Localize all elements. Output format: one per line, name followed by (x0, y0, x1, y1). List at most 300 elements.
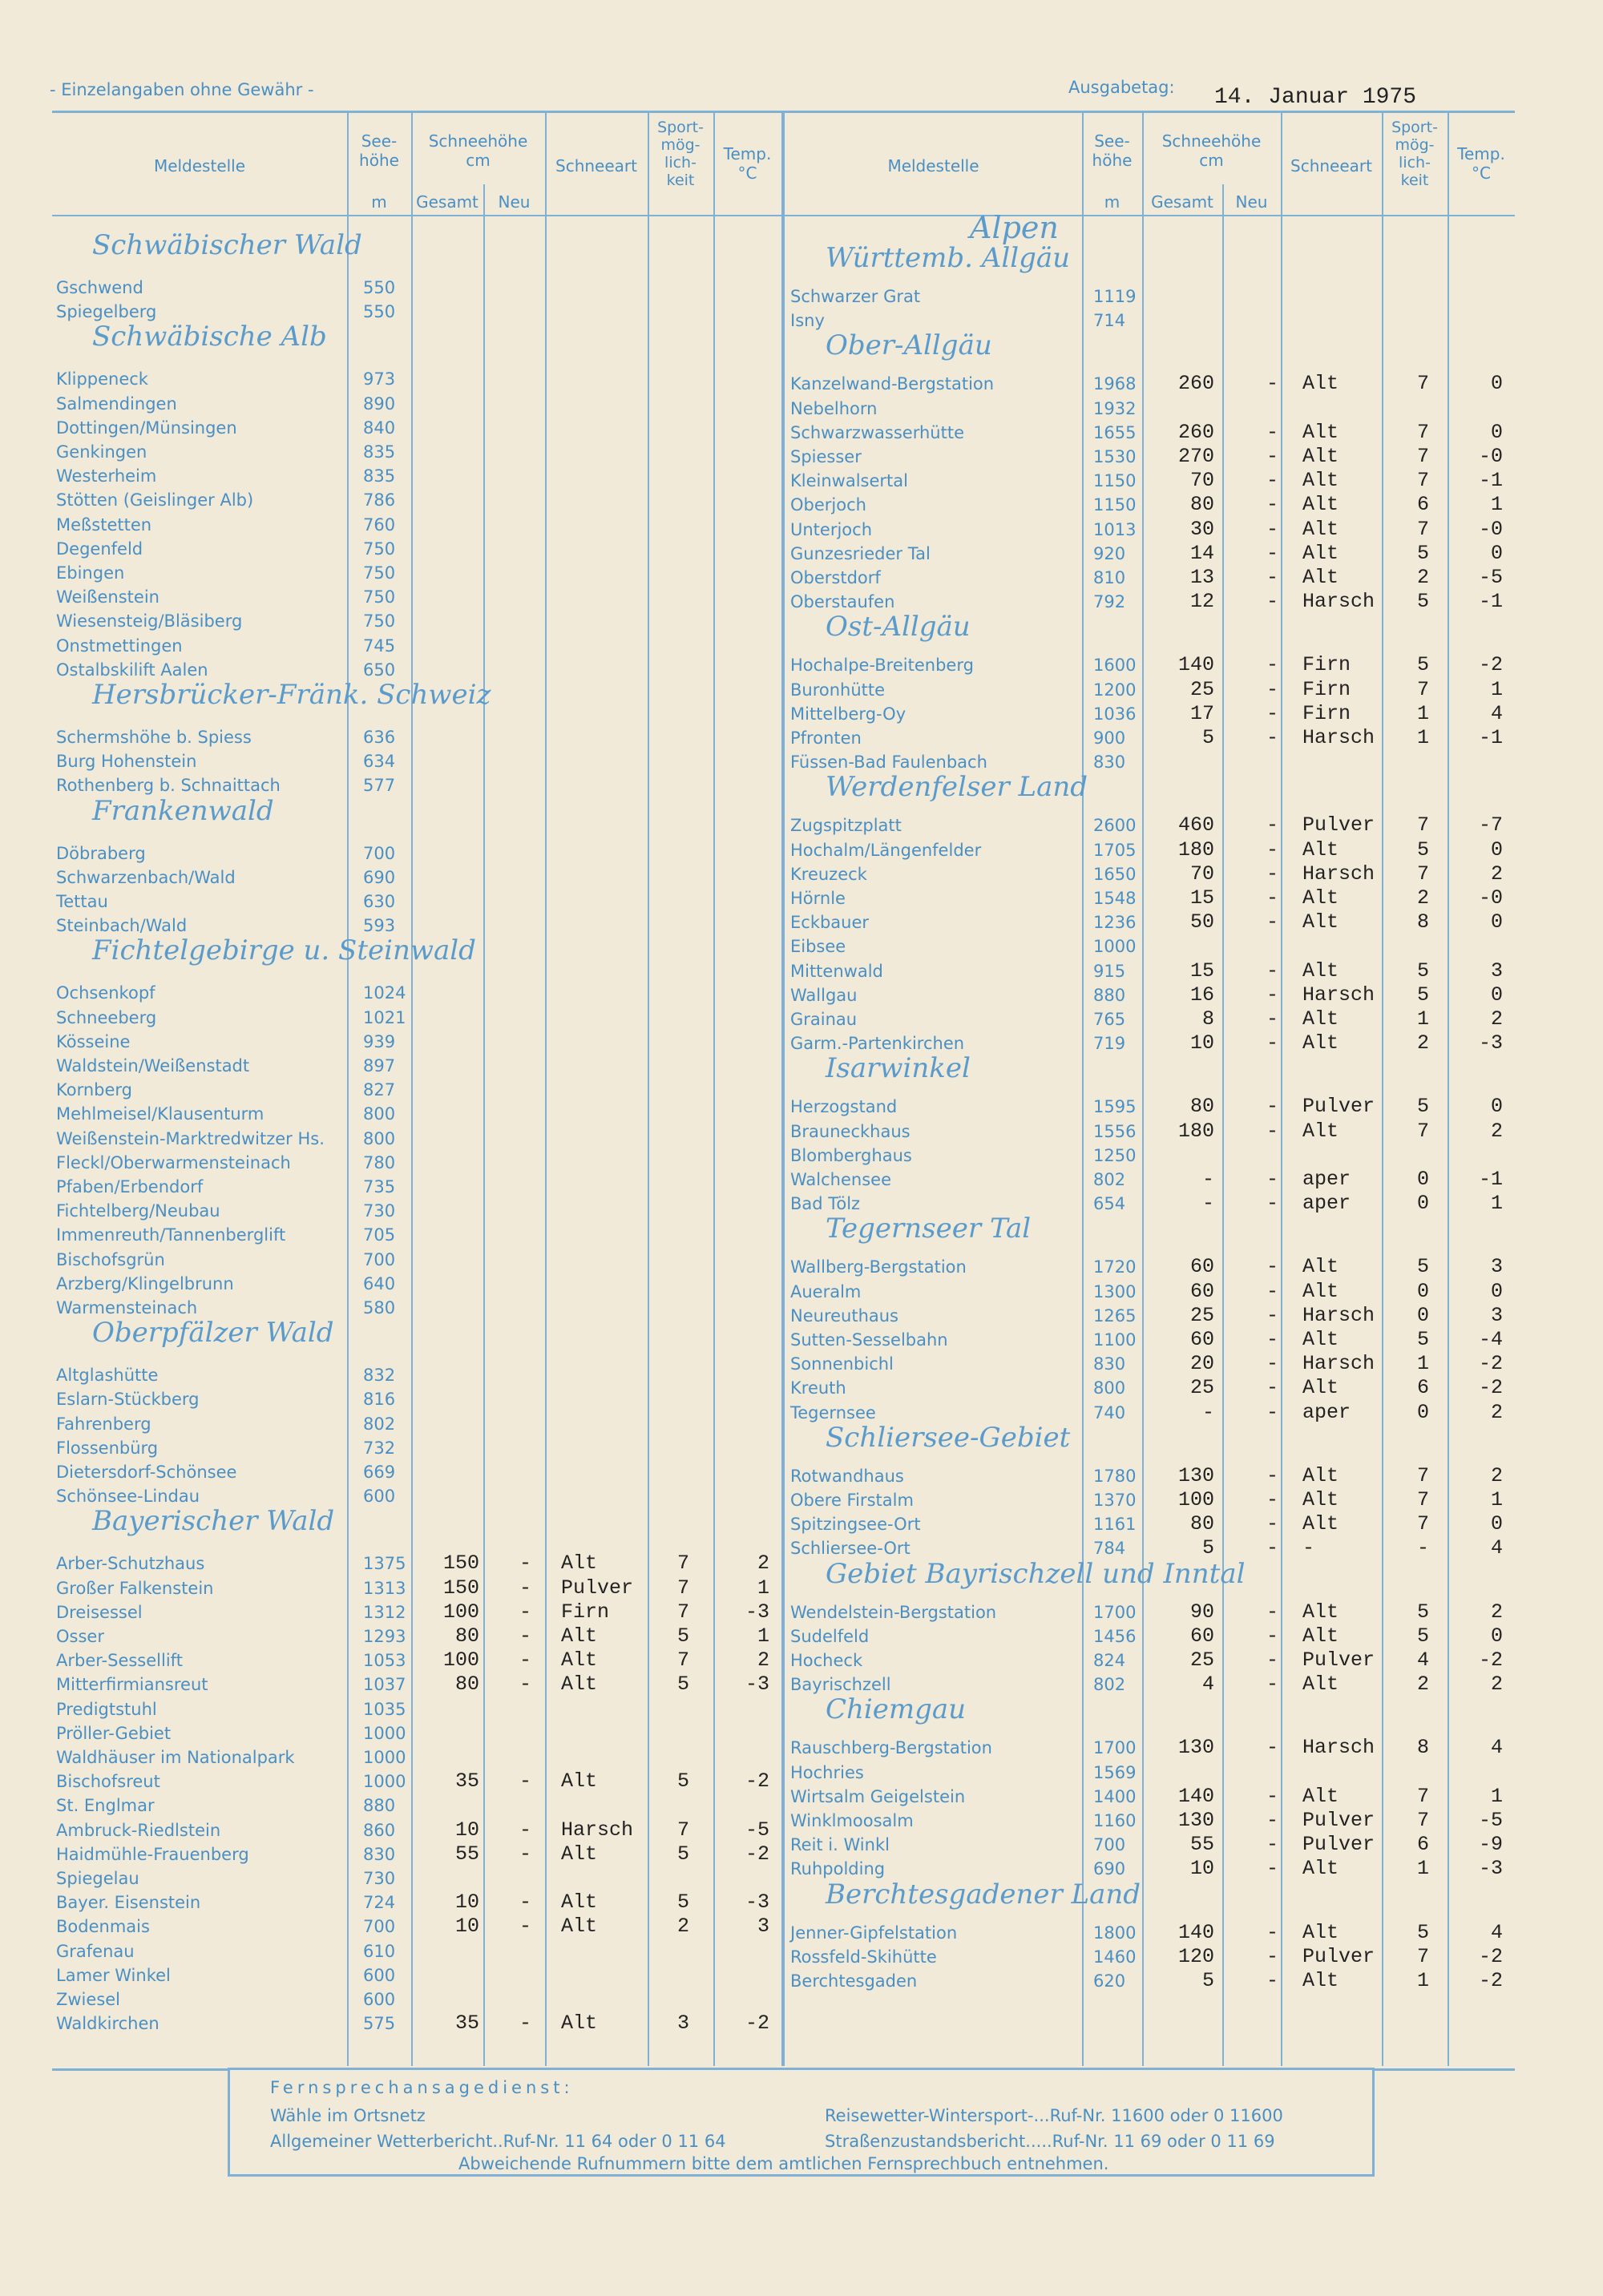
phone-service-weather: Allgemeiner Wetterbericht..Ruf-Nr. 11 64 oder 0 11 64 (270, 2132, 726, 2151)
temperature: 2 (757, 1552, 769, 1576)
snow-type: Alt (1302, 1600, 1339, 1624)
snow-type: Alt (1302, 469, 1339, 493)
snow-type: Alt (1302, 886, 1339, 910)
phone-service-box (228, 2068, 1375, 2177)
sport-rating: 3 (677, 2012, 690, 2036)
header-temp: Temp. °C (723, 144, 772, 183)
sport-rating: 5 (1417, 1624, 1430, 1648)
station-name: Gunzesrieder Tal (790, 543, 931, 563)
station-name: Ambruck-Riedlstein (56, 1820, 221, 1840)
station-name: Predigtstuhl (56, 1699, 157, 1719)
station-altitude: 577 (363, 776, 396, 796)
disclaimer: - Einzelangaben ohne Gewähr - (50, 80, 314, 99)
sport-rating: 1 (1417, 701, 1430, 725)
region-heading: Württemb. Allgäu (826, 242, 1071, 274)
snow-type: Alt (1302, 1463, 1339, 1487)
station-name: Mittenwald (790, 961, 883, 981)
header-station: Meldestelle (153, 156, 246, 176)
snow-type: Alt (1302, 1624, 1339, 1648)
station-altitude: 1705 (1093, 840, 1137, 860)
station-altitude: 1400 (1093, 1786, 1137, 1806)
station-altitude: 1265 (1093, 1305, 1137, 1326)
temperature: 0 (1490, 420, 1503, 444)
station-altitude: 1460 (1093, 1947, 1137, 1967)
station-name: Bischofsgrün (56, 1249, 165, 1269)
temperature: 0 (1490, 1095, 1503, 1119)
station-name: Mitterfirmiansreut (56, 1675, 208, 1695)
station-name: Neureuthaus (790, 1305, 899, 1326)
station-name: Tegernsee (790, 1402, 876, 1422)
station-name: Oberjoch (790, 495, 866, 515)
station-name: Hörnle (790, 889, 846, 908)
station-name: Wirtsalm Geigelstein (790, 1786, 966, 1806)
station-name: Kreuth (790, 1378, 846, 1398)
station-altitude: 760 (363, 514, 396, 535)
snow-new: - (1266, 469, 1279, 493)
station-altitude: 835 (363, 442, 396, 462)
snow-type: Alt (1302, 372, 1339, 396)
station-name: Rotwandhaus (790, 1466, 904, 1486)
header-total: Gesamt (1151, 192, 1213, 212)
snow-total: 25 (1189, 1376, 1214, 1400)
temperature: -1 (1478, 590, 1503, 614)
station-altitude: 1556 (1093, 1121, 1137, 1141)
temperature: 1 (757, 1576, 769, 1600)
station-name: Rossfeld-Skihütte (790, 1947, 937, 1967)
snow-type: Harsch (1302, 590, 1375, 614)
temperature: -2 (1478, 1352, 1503, 1376)
snow-type: Harsch (1302, 1303, 1375, 1327)
snow-type: Alt (561, 1673, 598, 1697)
snow-new: - (519, 1624, 532, 1648)
station-name: Spiesser (790, 447, 862, 466)
snow-new: - (1266, 726, 1279, 749)
temperature: 0 (1490, 1512, 1503, 1536)
station-name: St. Englmar (56, 1796, 155, 1816)
sport-rating: 2 (1417, 1031, 1430, 1055)
snow-total: 180 (1177, 1119, 1214, 1143)
station-altitude: 1968 (1093, 374, 1137, 394)
station-altitude: 610 (363, 1941, 396, 1961)
snow-new: - (1266, 1255, 1279, 1279)
snow-type: Alt (1302, 541, 1339, 565)
station-altitude: 750 (363, 563, 396, 583)
snow-new: - (1266, 1303, 1279, 1327)
col-divider (648, 112, 649, 2066)
sport-rating: 7 (1417, 517, 1430, 541)
snow-new: - (1266, 837, 1279, 862)
sport-rating: 7 (1417, 1488, 1430, 1511)
sport-rating: 5 (677, 1890, 690, 1915)
station-altitude: 827 (363, 1080, 396, 1100)
station-altitude: 1313 (363, 1578, 406, 1598)
snow-new: - (1266, 958, 1279, 983)
station-altitude: 1800 (1093, 1923, 1137, 1943)
station-name: Zugspitzplatt (790, 816, 902, 836)
station-name: Pfronten (790, 728, 862, 748)
station-altitude: 1595 (1093, 1097, 1137, 1117)
snow-new: - (1266, 1007, 1279, 1031)
snow-type: aper (1302, 1192, 1351, 1216)
temperature: 0 (1490, 983, 1503, 1007)
phone-service-note: Abweichende Rufnummern bitte dem amtlichen Fernsprechbuch entnehmen. (458, 2154, 1109, 2173)
station-name: Dreisessel (56, 1602, 143, 1622)
station-altitude: 1780 (1093, 1466, 1137, 1486)
station-name: Berchtesgaden (790, 1971, 918, 1991)
station-altitude: 1650 (1093, 864, 1137, 884)
station-name: Grafenau (56, 1941, 135, 1961)
sport-rating: 7 (1417, 1463, 1430, 1487)
station-altitude: 740 (1093, 1402, 1126, 1422)
snow-type: Firn (1302, 677, 1351, 701)
station-name: Mittelberg-Oy (790, 704, 906, 724)
snow-type: Harsch (1302, 726, 1375, 749)
station-name: Pfaben/Erbendorf (56, 1177, 204, 1196)
phone-service-title: Fernsprechansagedienst: (270, 2078, 574, 2097)
sport-rating: 4 (1417, 1648, 1430, 1672)
station-altitude: 800 (363, 1128, 396, 1148)
sport-rating: 5 (1417, 1255, 1430, 1279)
snow-total: 14 (1189, 541, 1214, 565)
temperature: 0 (1490, 837, 1503, 862)
station-altitude: 880 (1093, 985, 1126, 1005)
snow-total: 25 (1189, 677, 1214, 701)
snow-new: - (1266, 1600, 1279, 1624)
snow-new: - (519, 1673, 532, 1697)
station-altitude: 1200 (1093, 680, 1137, 700)
temperature: -7 (1478, 813, 1503, 837)
station-name: Altglashütte (56, 1366, 159, 1386)
snow-type: Alt (1302, 1279, 1339, 1303)
station-altitude: 802 (1093, 1675, 1126, 1695)
snow-type: Alt (561, 2012, 598, 2036)
sport-rating: 2 (677, 1915, 690, 1939)
header-snow-depth: Schneehöhe cm (1161, 131, 1262, 170)
temperature: 1 (1490, 1784, 1503, 1808)
snow-new: - (1266, 566, 1279, 589)
header-altitude-unit: m (371, 192, 387, 212)
snow-new: - (1266, 420, 1279, 444)
station-altitude: 690 (363, 867, 396, 887)
header-sport: Sport- mög- lich- keit (1391, 119, 1438, 189)
temperature: 2 (1490, 1600, 1503, 1624)
region-heading: Frankenwald (92, 794, 274, 827)
station-altitude: 802 (1093, 1170, 1126, 1189)
snow-type: Firn (561, 1600, 610, 1624)
snow-total: 10 (454, 1915, 479, 1939)
snow-type: Harsch (1302, 1736, 1375, 1760)
temperature: -1 (1478, 1168, 1503, 1191)
station-altitude: 860 (363, 1820, 396, 1840)
temperature: 1 (757, 1624, 769, 1648)
snow-total: 100 (442, 1648, 479, 1673)
station-altitude: 750 (363, 539, 396, 559)
station-altitude: 1000 (363, 1723, 406, 1743)
snow-total: 12 (1189, 590, 1214, 614)
issue-date: 14. Januar 1975 (1214, 85, 1417, 110)
snow-total: 55 (454, 1842, 479, 1866)
snow-total: 16 (1189, 983, 1214, 1007)
station-name: Eckbauer (790, 913, 870, 933)
snow-total: 20 (1189, 1352, 1214, 1376)
station-name: Kreuzeck (790, 864, 867, 884)
station-altitude: 780 (363, 1152, 396, 1172)
station-name: Arber-Sessellift (56, 1651, 183, 1671)
station-name: Steinbach/Wald (56, 916, 188, 936)
station-name: Nebelhorn (790, 398, 878, 418)
sport-rating: 7 (677, 1576, 690, 1600)
station-altitude: 897 (363, 1056, 396, 1075)
station-name: Warmensteinach (56, 1298, 198, 1317)
snow-new: - (1266, 701, 1279, 725)
station-name: Bodenmais (56, 1917, 150, 1937)
snow-total: - (1201, 1168, 1214, 1191)
snow-total: 140 (1177, 1920, 1214, 1944)
station-name: Wallberg-Bergstation (790, 1257, 967, 1277)
station-name: Grainau (790, 1010, 858, 1029)
snow-total: 70 (1189, 469, 1214, 493)
snow-total: 13 (1189, 566, 1214, 589)
station-name: Blomberghaus (790, 1145, 912, 1165)
header-snow-depth: Schneehöhe cm (428, 131, 528, 170)
station-altitude: 1932 (1093, 398, 1137, 418)
station-altitude: 1000 (363, 1772, 406, 1792)
snow-total: 60 (1189, 1279, 1214, 1303)
station-altitude: 550 (363, 302, 396, 322)
station-altitude: 636 (363, 728, 396, 747)
station-altitude: 1119 (1093, 287, 1137, 306)
station-name: Osser (56, 1627, 104, 1646)
snow-type: Alt (1302, 420, 1339, 444)
station-altitude: 816 (363, 1390, 396, 1410)
sport-rating: 5 (1417, 1095, 1430, 1119)
snow-total: 5 (1201, 726, 1214, 749)
snow-total: 70 (1189, 862, 1214, 886)
station-altitude: 600 (363, 1487, 396, 1507)
snow-new: - (1266, 1512, 1279, 1536)
station-name: Dottingen/Münsingen (56, 418, 237, 438)
station-name: Arzberg/Klingelbrunn (56, 1273, 234, 1293)
phone-service-travel: Reisewetter-Wintersport-...Ruf-Nr. 11600 oder 0 11600 (825, 2106, 1283, 2125)
region-heading: Fichtelgebirge u. Steinwald (92, 934, 476, 967)
temperature: 3 (1490, 1255, 1503, 1279)
station-altitude: 600 (363, 1990, 396, 2009)
snow-type: Alt (1302, 517, 1339, 541)
station-name: Burg Hohenstein (56, 752, 197, 772)
station-altitude: 915 (1093, 961, 1126, 981)
snow-new: - (1266, 372, 1279, 396)
station-altitude: 640 (363, 1273, 396, 1293)
region-heading: Werdenfelser Land (826, 771, 1088, 804)
station-altitude: 835 (363, 466, 396, 486)
snow-type: Pulver (1302, 1833, 1375, 1857)
snow-type: Alt (1302, 445, 1339, 468)
temperature: -5 (1478, 1809, 1503, 1832)
station-name: Walchensee (790, 1170, 891, 1189)
snow-total: 10 (1189, 1031, 1214, 1055)
snow-type: Alt (561, 1769, 598, 1794)
region-heading: Schwäbische Alb (92, 321, 327, 353)
snow-type: Alt (561, 1552, 598, 1576)
station-altitude: 973 (363, 369, 396, 389)
temperature: 1 (1490, 1488, 1503, 1511)
station-altitude: 700 (1093, 1835, 1126, 1855)
station-altitude: 1013 (1093, 519, 1137, 539)
temperature: -4 (1478, 1328, 1503, 1351)
station-altitude: 1655 (1093, 422, 1137, 442)
station-name: Schneeberg (56, 1007, 157, 1027)
sport-rating: 6 (1417, 493, 1430, 517)
snow-total: 4 (1201, 1673, 1214, 1697)
temperature: -5 (745, 1818, 769, 1842)
station-altitude: 1037 (363, 1675, 406, 1695)
region-heading: Oberpfälzer Wald (92, 1317, 334, 1350)
snow-type: Alt (1302, 837, 1339, 862)
station-name: Ebingen (56, 563, 125, 583)
snow-type: Harsch (1302, 1352, 1375, 1376)
col-divider (713, 112, 715, 2066)
sport-rating: 5 (1417, 1600, 1430, 1624)
snow-new: - (1266, 541, 1279, 565)
station-altitude: 700 (363, 843, 396, 863)
station-altitude: 705 (363, 1225, 396, 1245)
station-name: Gschwend (56, 278, 143, 297)
station-altitude: 1600 (1093, 656, 1137, 676)
station-name: Immenreuth/Tannenberglift (56, 1225, 286, 1245)
region-heading: Tegernseer Tal (826, 1213, 1032, 1245)
sport-rating: 5 (677, 1842, 690, 1866)
station-name: Mehlmeisel/Klausenturm (56, 1104, 264, 1124)
station-name: Sudelfeld (790, 1626, 870, 1646)
temperature: -0 (1478, 886, 1503, 910)
temperature: -0 (1478, 445, 1503, 468)
snow-new: - (519, 1915, 532, 1939)
temperature: 1 (1490, 493, 1503, 517)
temperature: -2 (745, 1769, 769, 1794)
header-temp: Temp. °C (1457, 144, 1505, 183)
station-name: Eslarn-Stückberg (56, 1390, 200, 1410)
snow-type: Alt (1302, 910, 1339, 934)
snow-total: 35 (454, 2012, 479, 2036)
station-name: Sutten-Sesselbahn (790, 1330, 948, 1350)
snow-new: - (1266, 517, 1279, 541)
col-divider (1082, 112, 1084, 2066)
station-altitude: 1100 (1093, 1330, 1137, 1350)
station-altitude: 800 (1093, 1378, 1126, 1398)
temperature: -1 (1478, 726, 1503, 749)
station-name: Brauneckhaus (790, 1121, 911, 1141)
snow-total: 55 (1189, 1833, 1214, 1857)
snow-type: aper (1302, 1168, 1351, 1191)
snow-new: - (1266, 1784, 1279, 1808)
station-name: Bayrischzell (790, 1675, 891, 1695)
header-altitude-unit: m (1104, 192, 1120, 212)
station-name: Zwiesel (56, 1990, 121, 2009)
snow-type: Harsch (1302, 862, 1375, 886)
col-divider (347, 112, 349, 2066)
station-name: Kösseine (56, 1031, 131, 1051)
station-altitude: 890 (363, 393, 396, 414)
header-sport: Sport- mög- lich- keit (657, 119, 704, 189)
col-divider (1448, 112, 1449, 2066)
snow-total: 130 (1177, 1809, 1214, 1832)
snow-new: - (1266, 1488, 1279, 1511)
snow-total: 80 (1189, 493, 1214, 517)
snow-total: 100 (442, 1600, 479, 1624)
station-name: Obere Firstalm (790, 1491, 914, 1510)
temperature: 2 (1490, 1463, 1503, 1487)
station-altitude: 1000 (1093, 937, 1137, 957)
temperature: -2 (745, 2012, 769, 2036)
station-altitude: 2600 (1093, 816, 1137, 836)
col-divider (1222, 184, 1224, 2066)
snow-new: - (519, 1552, 532, 1576)
sport-rating: 1 (1417, 1969, 1430, 1992)
station-altitude: 634 (363, 752, 396, 772)
station-name: Füssen-Bad Faulenbach (790, 753, 987, 773)
snow-new: - (1266, 1857, 1279, 1881)
sport-rating: 7 (1417, 677, 1430, 701)
sport-rating: 0 (1417, 1279, 1430, 1303)
station-name: Spitzingsee-Ort (790, 1515, 921, 1535)
station-altitude: 550 (363, 278, 396, 297)
station-name: Schwarzenbach/Wald (56, 867, 236, 887)
snow-total: 270 (1177, 445, 1214, 468)
sport-rating: 5 (1417, 653, 1430, 677)
station-altitude: 714 (1093, 311, 1126, 331)
station-name: Oberstaufen (790, 592, 895, 612)
station-name: Bischofsreut (56, 1772, 160, 1792)
snow-type: Firn (1302, 653, 1351, 677)
issue-date-label: Ausgabetag: (1068, 78, 1175, 97)
station-name: Dietersdorf-Schönsee (56, 1463, 237, 1482)
snow-total: 80 (454, 1673, 479, 1697)
snow-total: 140 (1177, 653, 1214, 677)
station-name: Schermshöhe b. Spiess (56, 728, 252, 747)
station-name: Hochalm/Längenfelder (790, 840, 982, 860)
station-name: Garm.-Partenkirchen (790, 1034, 965, 1054)
snow-new: - (1266, 1352, 1279, 1376)
snow-type: Alt (1302, 1328, 1339, 1351)
station-name: Bayer. Eisenstein (56, 1893, 201, 1913)
station-name: Wiesensteig/Bläsiberg (56, 611, 243, 632)
snow-type: Harsch (561, 1818, 634, 1842)
snow-type: Alt (1302, 1255, 1339, 1279)
region-heading: Chiemgau (826, 1693, 967, 1726)
station-name: Hocheck (790, 1651, 863, 1670)
station-name: Salmendingen (56, 393, 177, 414)
station-name: Fahrenberg (56, 1414, 151, 1434)
station-altitude: 824 (1093, 1651, 1126, 1670)
station-name: Spiegelberg (56, 302, 157, 322)
sport-rating: 0 (1417, 1400, 1430, 1424)
snow-new: - (1266, 1463, 1279, 1487)
header-snow-type: Schneeart (1290, 156, 1372, 176)
temperature: 2 (1490, 1400, 1503, 1424)
sport-rating: 1 (1417, 1007, 1430, 1031)
station-name: Isny (790, 311, 825, 331)
region-heading: Schliersee-Gebiet (826, 1421, 1071, 1454)
col-divider (483, 184, 485, 2066)
region-heading: Ober-Allgäu (826, 329, 992, 362)
sport-rating: 7 (1417, 420, 1430, 444)
phone-service-local-note: Wähle im Ortsnetz (270, 2106, 426, 2125)
snow-type: Alt (1302, 1031, 1339, 1055)
snow-total: 80 (454, 1624, 479, 1648)
header-new: Neu (498, 192, 531, 212)
station-altitude: 575 (363, 2014, 396, 2034)
snow-total: 180 (1177, 837, 1214, 862)
